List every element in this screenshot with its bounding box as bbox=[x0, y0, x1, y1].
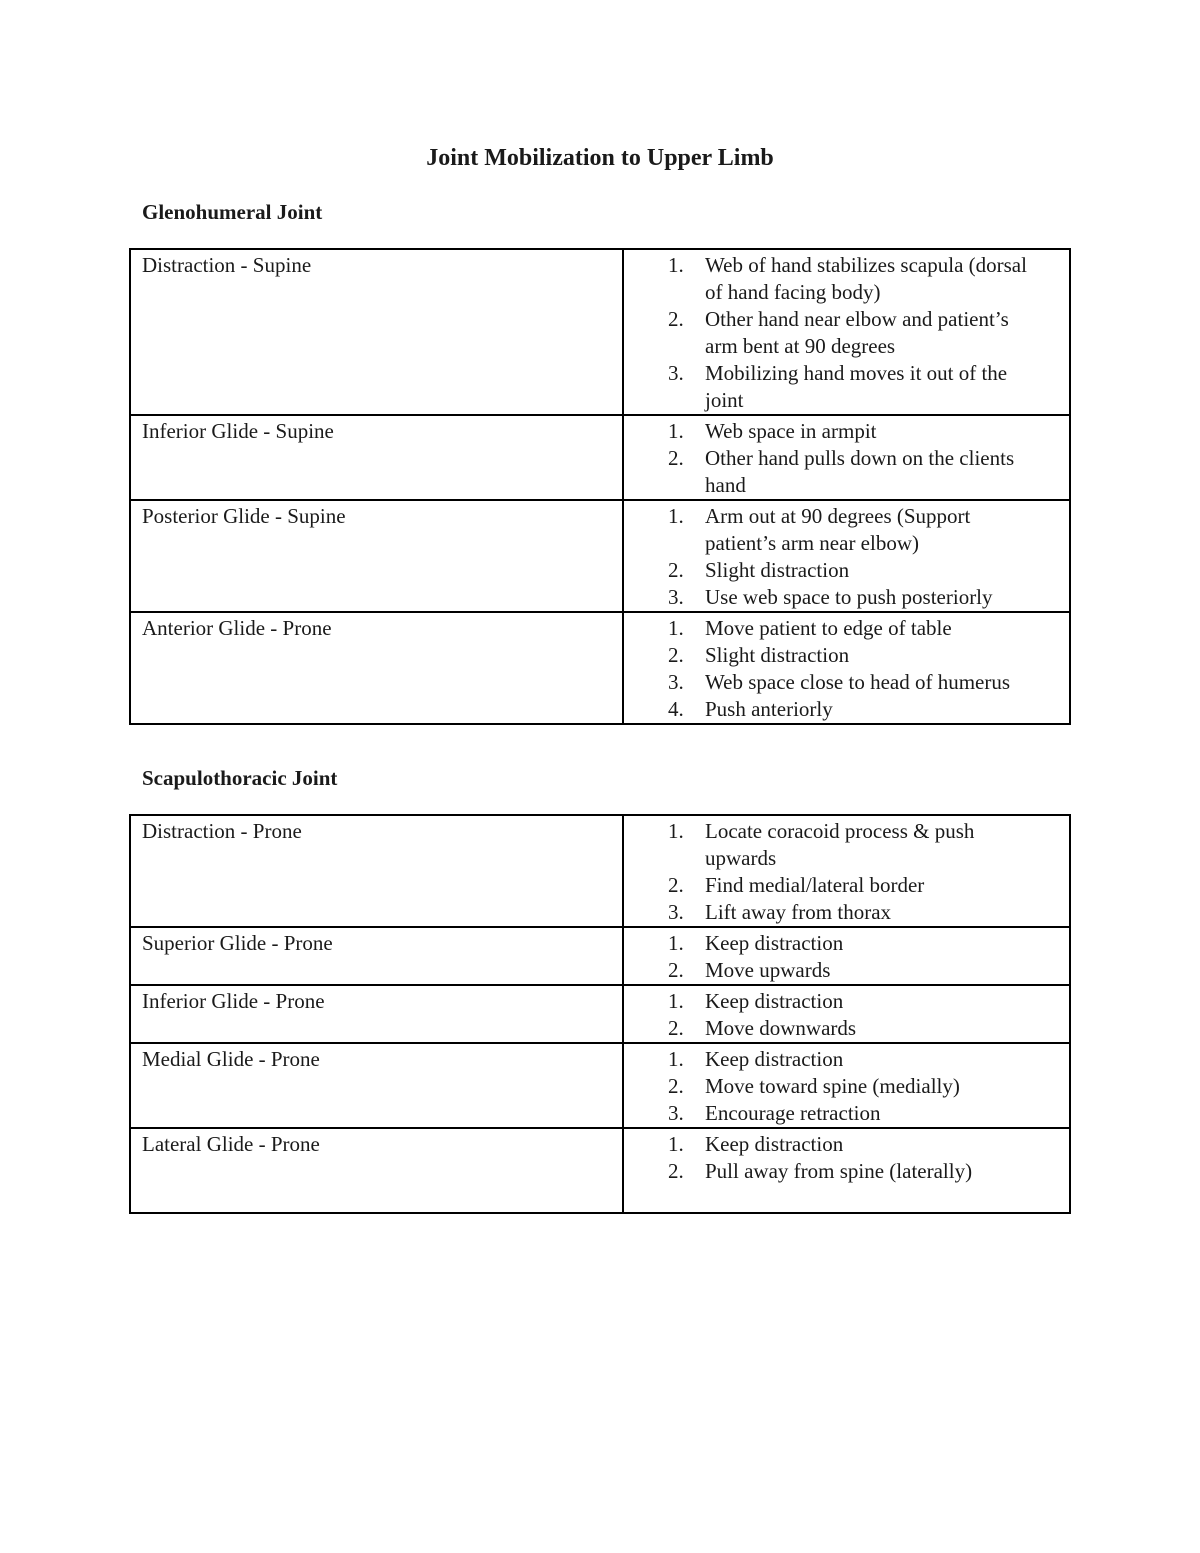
technique-label: Distraction - Supine bbox=[142, 253, 312, 277]
list-item bbox=[624, 503, 1039, 557]
step-text: Move toward spine (medially) bbox=[705, 1074, 960, 1098]
section-heading-glenohumeral: Glenohumeral Joint bbox=[142, 200, 323, 224]
step-number: 3. bbox=[668, 361, 684, 385]
step-number: 1. bbox=[668, 1132, 684, 1156]
scapulothoracic-table bbox=[129, 814, 1071, 1214]
step-text: Web space close to head of humerus bbox=[705, 670, 1011, 694]
step-number: 2. bbox=[668, 558, 684, 582]
list-item bbox=[624, 1131, 1039, 1158]
list-item bbox=[624, 615, 1039, 642]
technique-cell bbox=[130, 985, 623, 1043]
list-item bbox=[624, 557, 1039, 584]
step-number: 3. bbox=[668, 670, 684, 694]
list-item bbox=[624, 418, 1039, 445]
technique-cell bbox=[130, 1043, 623, 1128]
technique-label: Inferior Glide - Prone bbox=[142, 989, 325, 1013]
list-item bbox=[624, 445, 1039, 499]
table-row bbox=[130, 612, 1070, 724]
list-item bbox=[624, 584, 1039, 611]
step-text: Move upwards bbox=[705, 958, 831, 982]
list-item bbox=[624, 1073, 1039, 1100]
table-row bbox=[130, 815, 1070, 927]
list-item bbox=[624, 306, 1039, 360]
step-text: Keep distraction bbox=[705, 1132, 844, 1156]
steps-list bbox=[624, 615, 1039, 723]
step-text: Push anteriorly bbox=[705, 697, 833, 721]
steps-cell bbox=[623, 415, 1070, 500]
table-row bbox=[130, 1043, 1070, 1128]
list-item bbox=[624, 872, 1039, 899]
steps-cell bbox=[623, 249, 1070, 415]
list-item bbox=[624, 899, 1039, 926]
technique-label: Lateral Glide - Prone bbox=[142, 1132, 320, 1156]
step-text: Use web space to push posteriorly bbox=[705, 585, 993, 609]
step-number: 2. bbox=[668, 1016, 684, 1040]
step-number: 2. bbox=[668, 1159, 684, 1183]
technique-label: Distraction - Prone bbox=[142, 819, 302, 843]
list-item bbox=[624, 1158, 1039, 1185]
steps-list bbox=[624, 1131, 1039, 1185]
steps-list bbox=[624, 503, 1039, 611]
step-number: 1. bbox=[668, 253, 684, 277]
step-number: 2. bbox=[668, 643, 684, 667]
steps-cell bbox=[623, 1043, 1070, 1128]
page-title: Joint Mobilization to Upper Limb bbox=[426, 145, 774, 171]
technique-cell bbox=[130, 415, 623, 500]
step-text: Pull away from spine (laterally) bbox=[705, 1159, 973, 1183]
step-text: Other hand near elbow and patient’s arm bent at 90 degrees bbox=[705, 307, 1009, 358]
steps-cell bbox=[623, 1128, 1070, 1213]
technique-label: Posterior Glide - Supine bbox=[142, 504, 346, 528]
list-item bbox=[624, 360, 1039, 414]
step-text: Keep distraction bbox=[705, 989, 844, 1013]
steps-cell bbox=[623, 985, 1070, 1043]
technique-cell bbox=[130, 612, 623, 724]
steps-list bbox=[624, 930, 1039, 984]
step-number: 2. bbox=[668, 958, 684, 982]
step-text: Arm out at 90 degrees (Support patient’s arm near elbow) bbox=[705, 504, 971, 555]
step-number: 1. bbox=[668, 931, 684, 955]
steps-cell bbox=[623, 927, 1070, 985]
step-number: 2. bbox=[668, 1074, 684, 1098]
step-number: 2. bbox=[668, 307, 684, 331]
steps-cell bbox=[623, 612, 1070, 724]
step-text: Web of hand stabilizes scapula (dorsal of hand facing body) bbox=[705, 253, 1027, 304]
list-item bbox=[624, 642, 1039, 669]
step-text: Keep distraction bbox=[705, 1047, 844, 1071]
step-text: Slight distraction bbox=[705, 643, 850, 667]
step-number: 1. bbox=[668, 419, 684, 443]
step-number: 3. bbox=[668, 585, 684, 609]
technique-cell bbox=[130, 927, 623, 985]
technique-cell bbox=[130, 249, 623, 415]
step-number: 2. bbox=[668, 873, 684, 897]
steps-cell bbox=[623, 815, 1070, 927]
step-text: Encourage retraction bbox=[705, 1101, 881, 1125]
technique-cell bbox=[130, 1128, 623, 1213]
glenohumeral-table bbox=[129, 248, 1071, 725]
technique-cell bbox=[130, 815, 623, 927]
step-text: Slight distraction bbox=[705, 558, 850, 582]
table-row bbox=[130, 415, 1070, 500]
table-row bbox=[130, 927, 1070, 985]
list-item bbox=[624, 696, 1039, 723]
step-number: 1. bbox=[668, 989, 684, 1013]
section-heading-scapulothoracic: Scapulothoracic Joint bbox=[142, 766, 338, 790]
steps-list bbox=[624, 418, 1039, 499]
steps-list bbox=[624, 252, 1039, 414]
step-number: 2. bbox=[668, 446, 684, 470]
steps-list bbox=[624, 1046, 1039, 1127]
list-item bbox=[624, 669, 1039, 696]
steps-list bbox=[624, 818, 1039, 926]
technique-cell bbox=[130, 500, 623, 612]
step-text: Other hand pulls down on the clients hand bbox=[705, 446, 1015, 497]
list-item bbox=[624, 818, 1039, 872]
step-text: Move patient to edge of table bbox=[705, 616, 952, 640]
step-number: 4. bbox=[668, 697, 684, 721]
step-number: 3. bbox=[668, 1101, 684, 1125]
list-item bbox=[624, 252, 1039, 306]
list-item bbox=[624, 988, 1039, 1015]
step-text: Web space in armpit bbox=[705, 419, 877, 443]
table-row bbox=[130, 249, 1070, 415]
step-text: Keep distraction bbox=[705, 931, 844, 955]
list-item bbox=[624, 1046, 1039, 1073]
step-text: Mobilizing hand moves it out of the joint bbox=[705, 361, 1008, 412]
technique-label: Medial Glide - Prone bbox=[142, 1047, 320, 1071]
step-number: 1. bbox=[668, 504, 684, 528]
step-number: 3. bbox=[668, 900, 684, 924]
step-text: Lift away from thorax bbox=[705, 900, 892, 924]
step-number: 1. bbox=[668, 616, 684, 640]
step-text: Locate coracoid process & push upwards bbox=[705, 819, 975, 870]
technique-label: Inferior Glide - Supine bbox=[142, 419, 334, 443]
list-item bbox=[624, 1015, 1039, 1042]
step-text: Find medial/lateral border bbox=[705, 873, 925, 897]
steps-list bbox=[624, 988, 1039, 1042]
list-item bbox=[624, 957, 1039, 984]
table-row bbox=[130, 500, 1070, 612]
list-item bbox=[624, 1100, 1039, 1127]
technique-label: Superior Glide - Prone bbox=[142, 931, 333, 955]
table-row bbox=[130, 985, 1070, 1043]
technique-label: Anterior Glide - Prone bbox=[142, 616, 332, 640]
steps-cell bbox=[623, 500, 1070, 612]
step-text: Move downwards bbox=[705, 1016, 857, 1040]
table-row bbox=[130, 1128, 1070, 1213]
step-number: 1. bbox=[668, 819, 684, 843]
step-number: 1. bbox=[668, 1047, 684, 1071]
list-item bbox=[624, 930, 1039, 957]
